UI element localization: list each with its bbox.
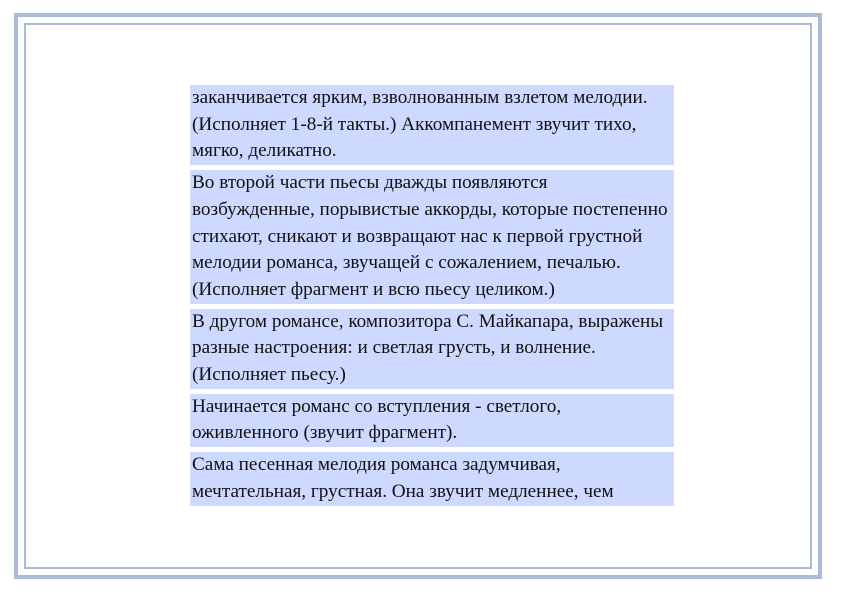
paragraph-3: В другом романсе, композитора С. Майкапара, выражены разные настроения: и светлая грусть, и волнение. (Исполняет пьесу.) [190,309,674,389]
paragraph-2: Во второй части пьесы дважды появляются возбужденные, порывистые аккорды, которые постепенно стихают, сникают и возвращают нас к первой грустной мелодии романса, звучащей с сожалением, печалью. (Исполняет фрагмент и всю пьесу целиком.) [190,170,674,304]
text-body [190,85,674,511]
paragraph-1: заканчивается ярким, взволнованным взлетом мелодии. (Исполняет 1-8-й такты.) Аккомпанемент звучит тихо, мягко, деликатно. [190,85,674,165]
paragraph-5: Сама песенная мелодия романса задумчивая, мечтательная, грустная. Она звучит медленнее, чем [190,452,674,505]
paragraph-4: Начинается романс со вступления - светлого, оживленного (звучит фрагмент). [190,394,674,447]
